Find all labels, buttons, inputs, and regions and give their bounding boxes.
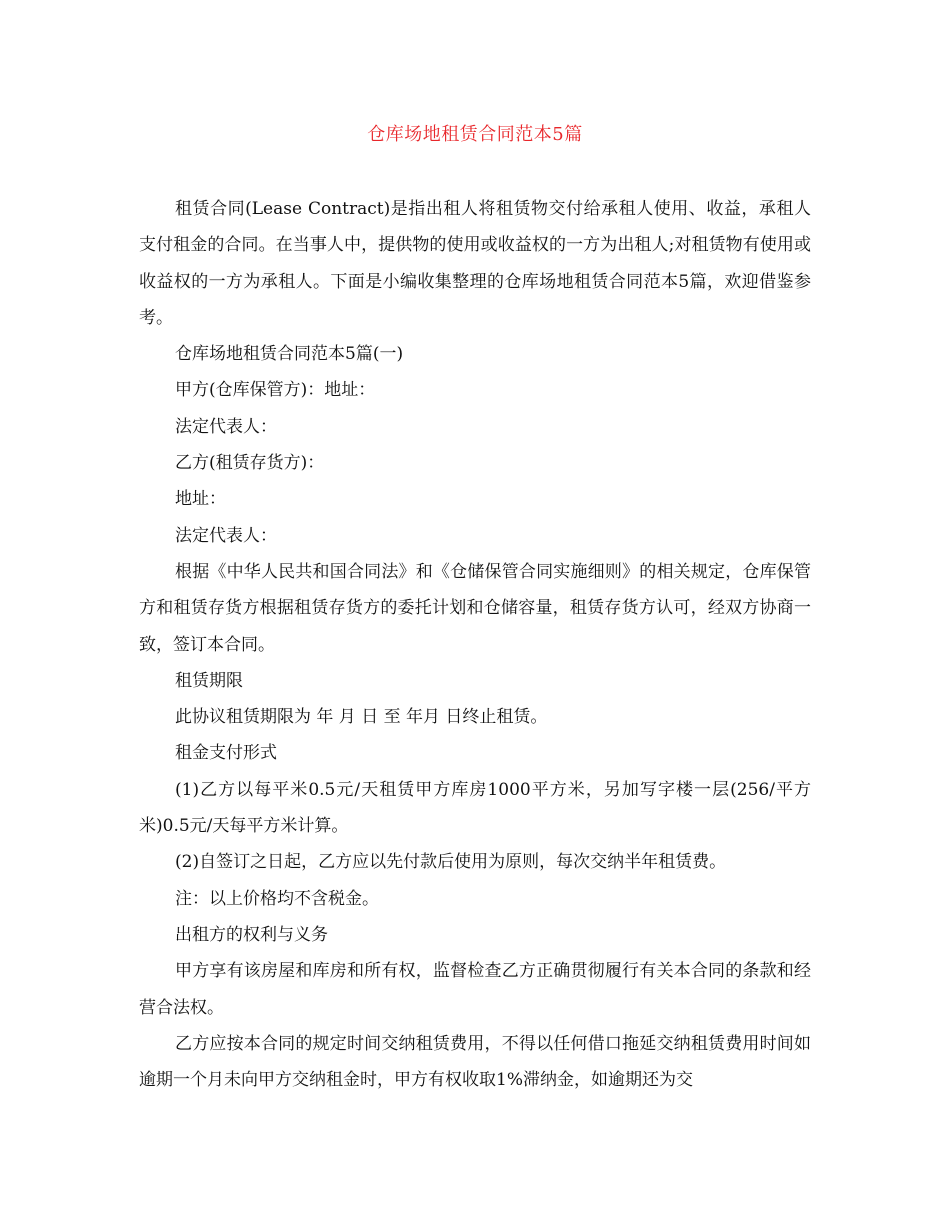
paragraph-intro: 租赁合同(Lease Contract)是指出租人将租赁物交付给承租人使用、收益，承租人支付租金的合同。在当事人中，提供物的使用或收益权的一方为出租人;对租赁物有使用或收益权的一方为承租人。下面是小编收集整理的仓库场地租赁合同范本5篇，欢迎借鉴参考。 — [139, 199, 811, 328]
paragraph-payment-obligation: 乙方应按本合同的规定时间交纳租赁费用，不得以任何借口拖延交纳租赁费用时间如逾期一个月未向甲方交纳租金时，甲方有权收取1%滞纳金，如逾期还为交 — [139, 1033, 811, 1091]
paragraph-contract-heading: 仓库场地租赁合同范本5篇(一) — [175, 344, 404, 365]
paragraph-party-a: 甲方(仓库保管方)：地址： — [175, 380, 376, 401]
paragraph-lessor-rights: 甲方享有该房屋和库房和所有权，监督检查乙方正确贯彻履行有关本合同的条款和经营合法权。 — [139, 961, 811, 1018]
paragraph-address-b: 地址： — [175, 489, 226, 510]
section-heading-payment: 租金支付形式 — [175, 743, 277, 764]
paragraph-payment-2: (2)自签订之日起，乙方应以先付款后使用为原则，每次交纳半年租赁费。 — [175, 852, 727, 873]
document-title: 仓库场地租赁合同范本5篇 — [367, 124, 583, 145]
paragraph-legal-rep-a: 法定代表人： — [175, 416, 277, 437]
section-heading-lease-term: 租赁期限 — [175, 670, 243, 691]
section-heading-lessor-rights: 出租方的权利与义务 — [175, 924, 328, 945]
paragraph-lease-term: 此协议租赁期限为 年 月 日 至 年月 日终止租赁。 — [175, 707, 548, 728]
paragraph-payment-1: (1)乙方以每平米0.5元/天租赁甲方库房1000平方米，另加写字楼一层(256/平方米)0.5元/天每平方米计算。 — [139, 779, 811, 837]
paragraph-legal-rep-b: 法定代表人： — [175, 525, 277, 546]
paragraph-note: 注：以上价格均不含税金。 — [175, 888, 379, 909]
paragraph-basis: 根据《中华人民共和国合同法》和《仓储保管合同实施细则》的相关规定，仓库保管方和租赁存货方根据租赁存货方的委托计划和仓储容量，租赁存货方认可，经双方协商一致，签订本合同。 — [139, 561, 811, 655]
document-body — [139, 191, 811, 1098]
paragraph-party-b: 乙方(租赁存货方)： — [175, 453, 325, 474]
